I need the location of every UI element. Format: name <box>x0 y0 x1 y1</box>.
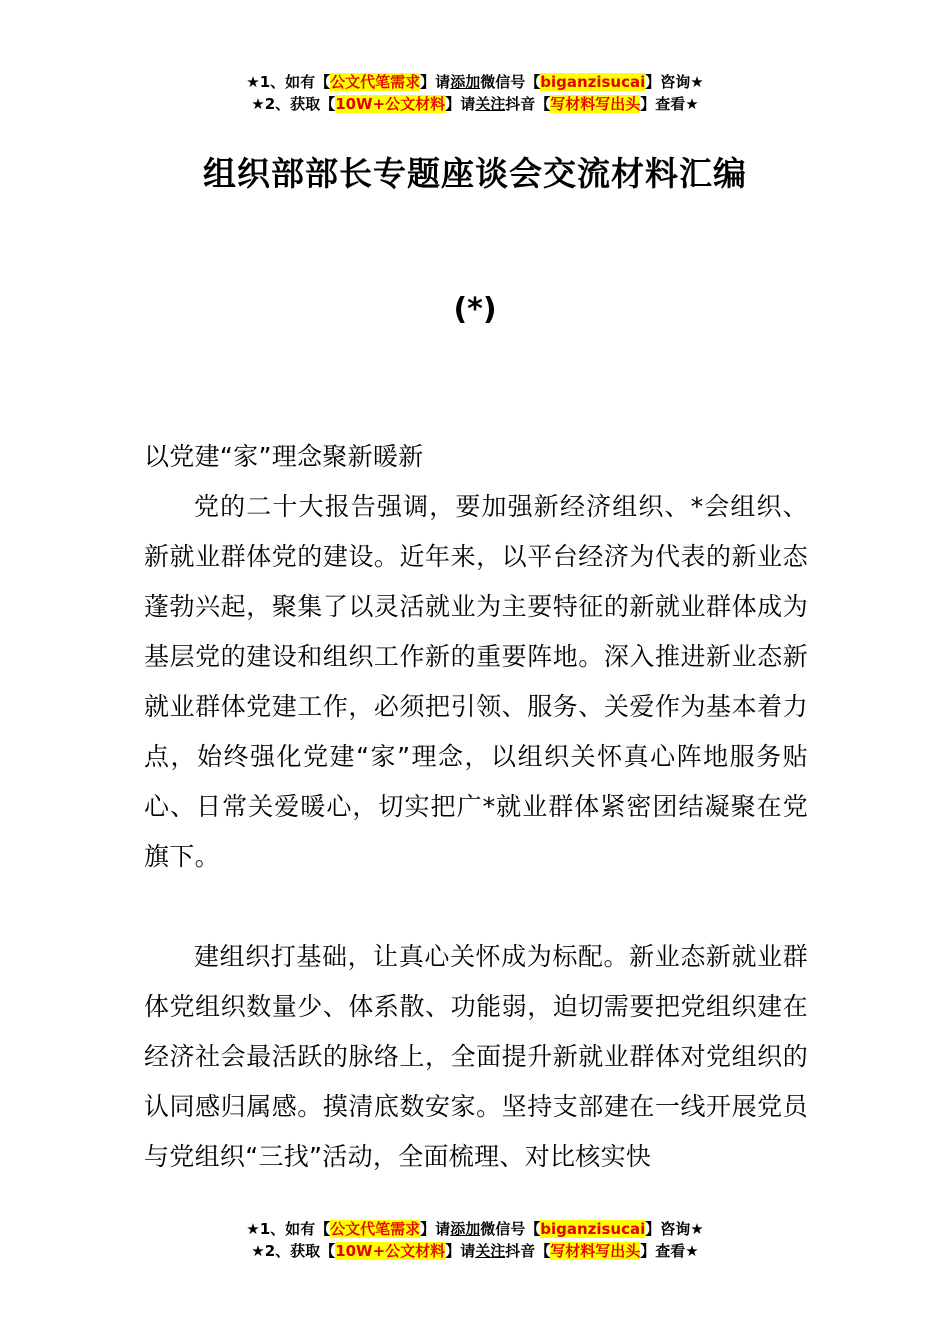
promo-text: 微信号【 <box>480 73 541 91</box>
section-subtitle: 以党建“家”理念聚新暖新 <box>144 442 424 471</box>
promo-highlight: 写材料写出头 <box>550 1242 641 1260</box>
promo-highlight: 写材料写出头 <box>550 95 641 113</box>
promo-text: 】查看★ <box>640 1242 699 1260</box>
document-title: 组织部部长专题座谈会交流材料汇编 <box>203 154 747 193</box>
promo-text: 】咨询★ <box>645 1220 704 1238</box>
promo-highlight: 10W+公文材料 <box>335 95 446 113</box>
promo-text: ★1、如有【 <box>246 73 331 91</box>
promo-text: 】请 <box>420 1220 451 1238</box>
promo-underlined-text: 关注 <box>475 1242 506 1260</box>
promo-highlight: 10W+公文材料 <box>335 1242 446 1260</box>
document-body <box>144 432 808 1182</box>
promo-line-2 <box>0 93 950 115</box>
promo-line-1 <box>0 1218 950 1240</box>
promo-text: 】咨询★ <box>645 73 704 91</box>
promo-highlight: 公文代笔需求 <box>330 1220 421 1238</box>
promo-text: 微信号【 <box>480 1220 541 1238</box>
promo-underlined-text: 添加 <box>450 73 481 91</box>
promo-text: 】查看★ <box>640 95 699 113</box>
promo-text: ★1、如有【 <box>246 1220 331 1238</box>
promo-text: 】请 <box>445 95 476 113</box>
section-marker: (*) <box>453 292 497 327</box>
promo-text: ★2、获取【 <box>251 95 336 113</box>
promo-text: 】请 <box>420 73 451 91</box>
promo-banner-bottom <box>0 1218 950 1262</box>
promo-highlight: 公文代笔需求 <box>330 73 421 91</box>
promo-underlined-text: 添加 <box>450 1220 481 1238</box>
promo-text: 】请 <box>445 1242 476 1260</box>
promo-line-2 <box>0 1240 950 1262</box>
body-paragraph: 党的二十大报告强调，要加强新经济组织、*会组织、新就业群体党的建设。近年来，以平台经济为代表的新业态蓬勃兴起，聚集了以灵活就业为主要特征的新就业群体成为基层党的建设和组织工作新的重要阵地。深入推进新业态新就业群体党建工作，必须把引领、服务、关爱作为基本着力点，始终强化党建“家”理念，以组织关怀真心阵地服务贴心、日常关爱暖心，切实把广*就业群体紧密团结凝聚在党旗下。 <box>144 492 808 871</box>
promo-line-1 <box>0 71 950 93</box>
promo-banner-top <box>0 71 950 115</box>
promo-text: 抖音【 <box>505 1242 551 1260</box>
promo-text: 抖音【 <box>505 95 551 113</box>
promo-text: ★2、获取【 <box>251 1242 336 1260</box>
promo-highlight: biganzisucai <box>540 73 646 91</box>
promo-underlined-text: 关注 <box>475 95 506 113</box>
body-paragraph: 建组织打基础，让真心关怀成为标配。新业态新就业群体党组织数量少、体系散、功能弱，迫切需要把党组织建在经济社会最活跃的脉络上，全面提升新就业群体对党组织的认同感归属感。摸清底数安家。坚持支部建在一线开展党员与党组织“三找”活动，全面梳理、对比核实快 <box>144 942 808 1171</box>
promo-highlight: biganzisucai <box>540 1220 646 1238</box>
